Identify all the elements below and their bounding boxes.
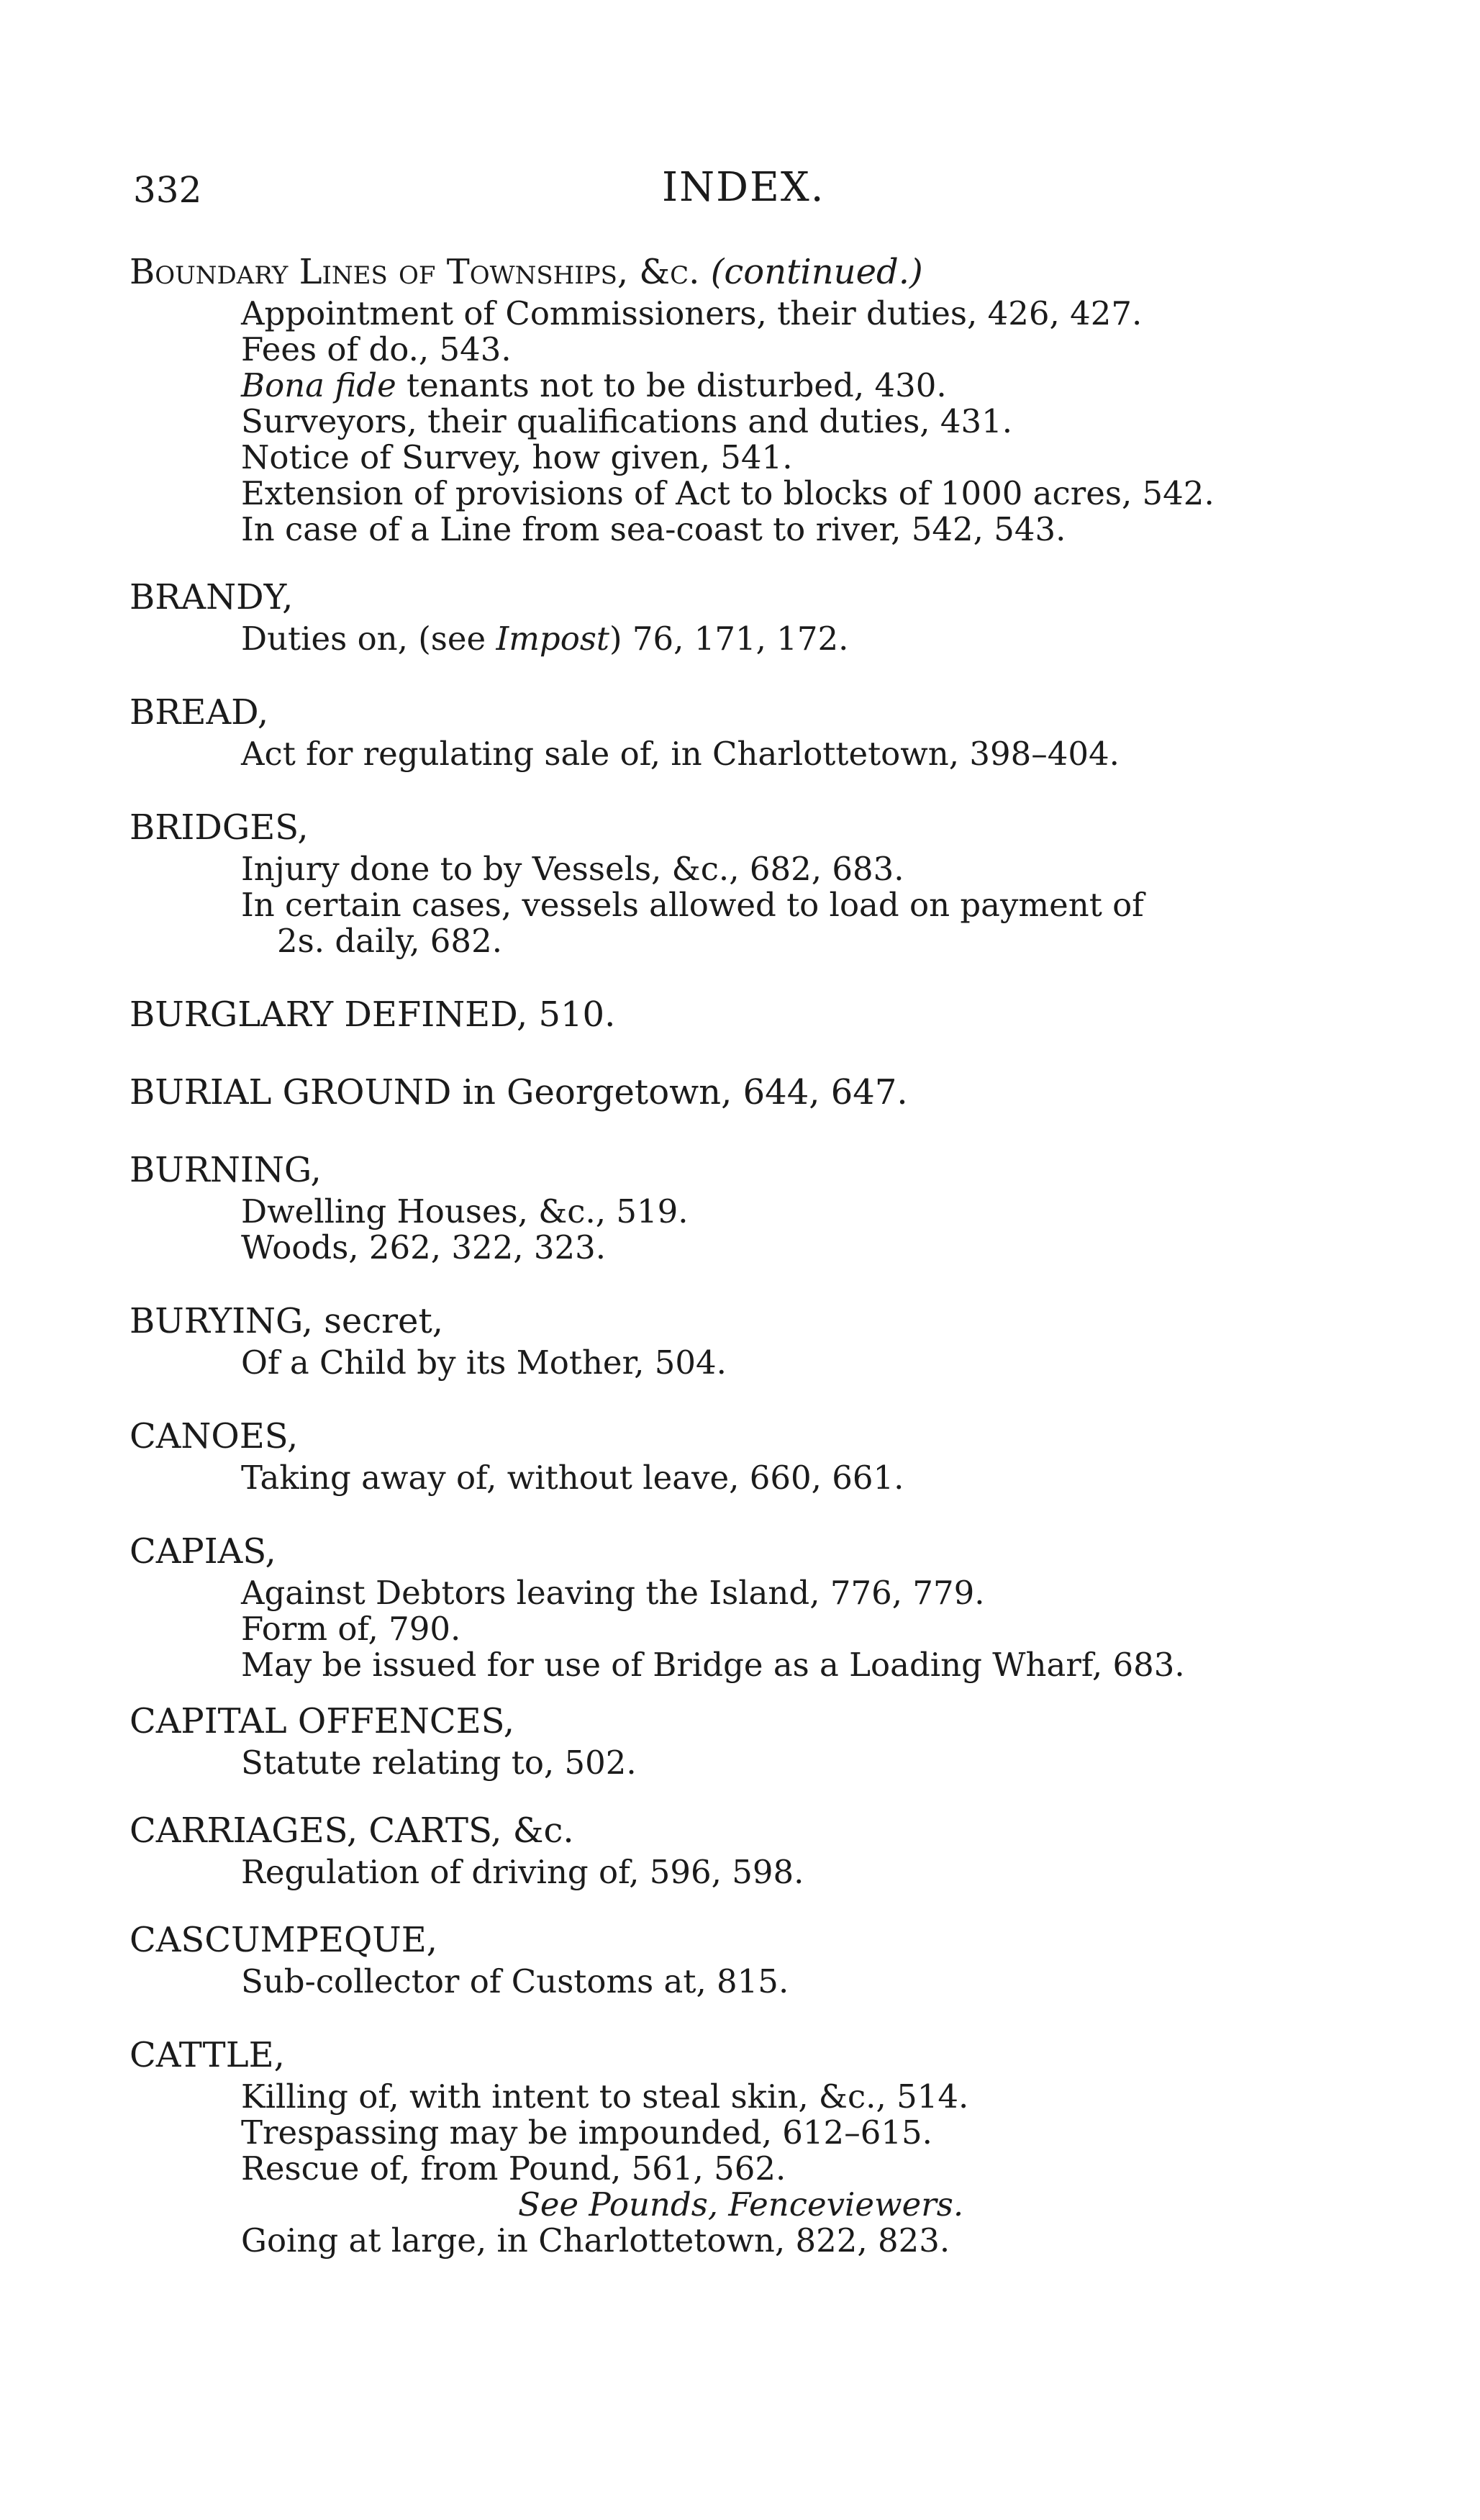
heading-text: Boundary Lines of Townships, &c.: [130, 252, 700, 292]
sub-entry: Fees of do., 543.: [241, 330, 512, 368]
sub-entry: [130, 368, 1396, 404]
index-entry: [130, 1413, 1396, 1496]
sub-entry: Rescue of, from Pound, 561, 562.: [241, 2149, 786, 2188]
sub-entry: Form of, 790.: [241, 1610, 461, 1648]
sub-entry: Going at large, in Charlottetown, 822, 823.: [241, 2221, 950, 2260]
sub-entry: Sub-collector of Customs at, 815.: [241, 1962, 789, 2000]
sub-entry: Statute relating to, 502.: [241, 1744, 637, 1782]
entry-heading: BURIAL GROUND in Georgetown, 644, 647.: [130, 1072, 908, 1112]
sub-entry: In case of a Line from sea-coast to river, 542, 543.: [241, 510, 1066, 548]
entry-heading: CARRIAGES, CARTS, &c.: [130, 1810, 574, 1851]
index-entries: [130, 248, 1396, 2259]
index-entry: [130, 1146, 1396, 1266]
sub-entry: Against Debtors leaving the Island, 776, 779.: [241, 1574, 985, 1612]
sub-entry-text: Duties on, (see: [241, 620, 486, 658]
entry-heading: BRIDGES,: [130, 807, 309, 848]
page-title: INDEX.: [662, 164, 825, 211]
sub-entry: Extension of provisions of Act to blocks of 1000 acres, 542.: [241, 474, 1215, 512]
entry-heading: [130, 248, 1396, 296]
entry-heading: CANOES,: [130, 1416, 299, 1456]
sub-entry: Dwelling Houses, &c., 519.: [241, 1192, 689, 1230]
sub-entry: Of a Child by its Mother, 504.: [241, 1343, 727, 1382]
heading-suffix: (continued.): [710, 252, 923, 292]
entry-heading: CAPITAL OFFENCES,: [130, 1701, 515, 1741]
sub-entry: Appointment of Commissioners, their duties, 426, 427.: [241, 294, 1143, 332]
sub-entry: 2s. daily, 682.: [277, 922, 503, 960]
entry-heading: BURNING,: [130, 1150, 322, 1190]
index-entry: [130, 1297, 1396, 1381]
sub-entry: Woods, 262, 322, 323.: [241, 1228, 607, 1266]
sub-entry: Trespassing may be impounded, 612–615.: [241, 2113, 932, 2152]
entry-heading: BREAD,: [130, 692, 269, 733]
entry-heading: BRANDY,: [130, 577, 294, 617]
italic-term: Bona fide: [241, 366, 396, 404]
sub-entry: Killing of, with intent to steal skin, &c., 514.: [241, 2077, 969, 2116]
sub-entry: Injury done to by Vessels, &c., 682, 683.: [241, 850, 904, 888]
sub-entry: Act for regulating sale of, in Charlottetown, 398–404.: [241, 735, 1120, 773]
see-also: See Pounds, Fenceviewers.: [518, 2185, 964, 2224]
index-entry: [130, 1528, 1396, 1683]
index-entry: [130, 574, 1396, 657]
index-entry: [130, 991, 1396, 1038]
sub-entry: Notice of Survey, how given, 541.: [241, 438, 793, 476]
index-entry: [130, 689, 1396, 772]
index-entry: [130, 248, 1396, 548]
sub-entry: [130, 621, 1396, 657]
index-entry: [130, 1698, 1396, 1781]
sub-entry: Surveyors, their qualifications and duties, 431.: [241, 402, 1013, 440]
index-entry: [130, 804, 1396, 959]
index-entry: [130, 2031, 1396, 2259]
index-entry: [130, 1807, 1396, 1890]
index-entry: [130, 1916, 1396, 2000]
page-number: 332: [133, 169, 202, 211]
entry-heading: BURGLARY DEFINED, 510.: [130, 994, 616, 1035]
sub-entry: Taking away of, without leave, 660, 661.: [241, 1459, 904, 1497]
sub-entry-text: ) 76, 171, 172.: [609, 620, 849, 658]
entry-heading: CATTLE,: [130, 2035, 285, 2075]
entry-heading: BURYING, secret,: [130, 1301, 444, 1341]
sub-entry-text: tenants not to be disturbed, 430.: [407, 366, 947, 404]
index-entry: [130, 1069, 1396, 1116]
italic-term: Impost: [496, 620, 610, 658]
sub-entry: In certain cases, vessels allowed to load on payment of: [241, 886, 1144, 924]
sub-entry: May be issued for use of Bridge as a Loading Wharf, 683.: [241, 1646, 1185, 1684]
entry-heading: CASCUMPEQUE,: [130, 1920, 438, 1960]
entry-heading: CAPIAS,: [130, 1531, 276, 1572]
sub-entry: Regulation of driving of, 596, 598.: [241, 1853, 804, 1891]
